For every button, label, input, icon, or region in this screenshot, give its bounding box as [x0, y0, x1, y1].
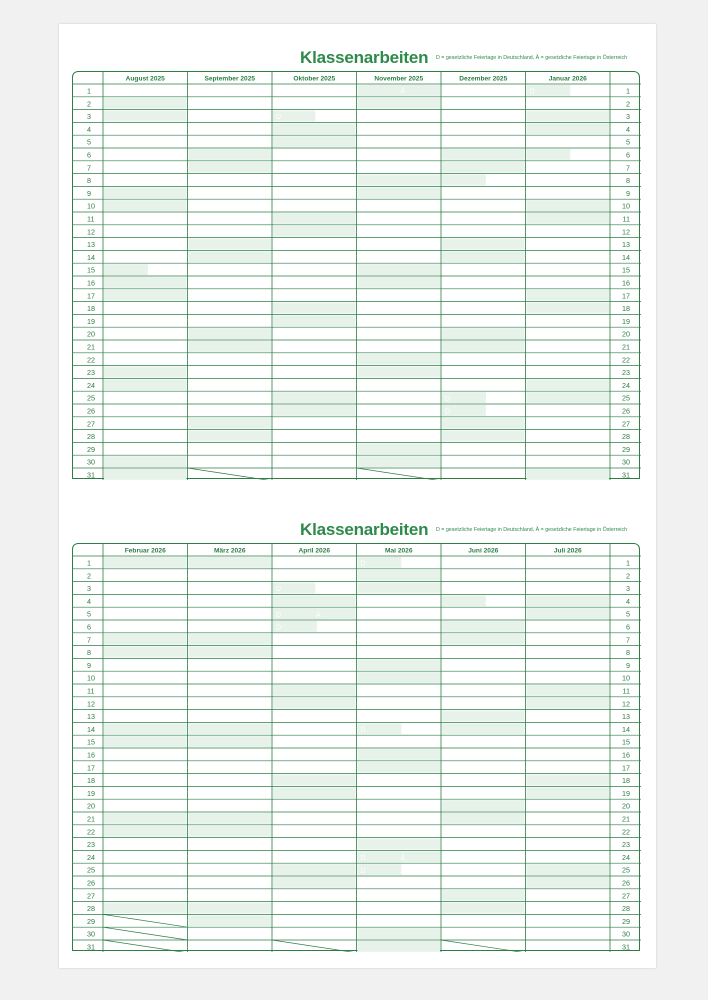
day-number-left: 16 [87, 278, 95, 288]
weekend-cell [358, 672, 441, 683]
day-number-right: 10 [622, 673, 630, 683]
calendar-grid [72, 543, 640, 951]
weekend-cell [442, 711, 525, 722]
month-header: April 2026 [298, 547, 331, 555]
day-number-left: 27 [87, 891, 95, 901]
calendar-section-1 [72, 46, 642, 480]
weekend-cell [527, 864, 610, 875]
weekend-cell [273, 595, 356, 606]
weekend-cell [527, 379, 610, 390]
section-title: Klassenarbeiten [300, 48, 429, 67]
day-number-left: 27 [87, 419, 95, 429]
day-number-left: 8 [87, 176, 91, 186]
day-number-left: 15 [87, 265, 95, 275]
day-number-right: 25 [622, 393, 630, 403]
weekend-cell [189, 723, 272, 734]
day-number-right: 15 [622, 265, 630, 275]
day-number-left: 11 [87, 214, 95, 224]
holiday-mark: D [445, 395, 451, 403]
day-number-right: 10 [622, 201, 630, 211]
day-number-left: 2 [87, 99, 91, 109]
holiday-mark: Ä [316, 611, 321, 619]
day-number-left: 12 [87, 699, 95, 709]
section-header [72, 518, 642, 543]
day-number-right: 22 [622, 827, 630, 837]
weekend-cell [442, 251, 525, 262]
day-number-right: 14 [622, 252, 630, 262]
weekend-cell [104, 723, 187, 734]
weekend-cell [527, 111, 610, 122]
day-number-left: 26 [87, 878, 95, 888]
weekend-cell [189, 813, 272, 824]
day-number-left: 14 [87, 252, 95, 262]
day-number-left: 14 [87, 724, 95, 734]
day-number-left: 9 [87, 660, 91, 670]
day-number-left: 18 [87, 776, 95, 786]
calendar-section-2 [72, 518, 642, 952]
day-number-right: 20 [622, 801, 630, 811]
day-number-right: 2 [626, 571, 630, 581]
invalid-day-strike [103, 927, 188, 940]
day-number-right: 30 [622, 929, 630, 939]
weekend-cell [527, 290, 610, 301]
calendar-grid [72, 71, 640, 479]
holiday-mark: Ä [569, 88, 575, 96]
day-number-right: 6 [626, 622, 630, 632]
holiday-mark: D [360, 867, 366, 875]
day-number-right: 26 [622, 406, 630, 416]
weekend-cell [189, 826, 272, 837]
weekend-cell [273, 136, 356, 147]
holiday-mark: Ä [485, 395, 490, 403]
weekend-cell [527, 213, 610, 224]
day-number-right: 23 [622, 840, 630, 850]
weekend-cell [527, 685, 610, 696]
weekend-cell [273, 213, 356, 224]
weekend-cell [358, 762, 441, 773]
month-header: Mai 2026 [385, 547, 413, 555]
weekend-cell [104, 736, 187, 747]
day-number-left: 3 [87, 584, 91, 594]
weekend-cell [273, 303, 356, 314]
day-number-right: 4 [626, 124, 630, 134]
day-number-left: 31 [87, 470, 95, 480]
holiday-mark: D [445, 408, 451, 416]
weekend-cell [189, 418, 272, 429]
holiday-mark: D [360, 855, 366, 862]
weekend-cell [527, 775, 610, 786]
day-number-right: 13 [622, 712, 630, 722]
section-header [72, 46, 642, 71]
weekend-cell [273, 685, 356, 696]
weekend-cell [442, 418, 525, 429]
weekend-cell [189, 149, 272, 160]
day-number-right: 17 [622, 763, 630, 773]
day-number-left: 20 [87, 801, 95, 811]
day-number-left: 1 [87, 86, 91, 96]
weekend-cell [189, 903, 272, 914]
month-header: Juni 2026 [468, 547, 499, 555]
month-header: September 2025 [204, 75, 256, 83]
day-number-right: 16 [622, 278, 630, 288]
month-header: Februar 2026 [124, 547, 166, 555]
day-number-left: 13 [87, 240, 95, 250]
weekend-cell [358, 354, 441, 365]
day-number-left: 19 [87, 316, 95, 326]
weekend-cell [273, 787, 356, 798]
day-number-left: 6 [87, 150, 91, 160]
weekend-cell [358, 277, 441, 288]
day-number-right: 27 [622, 891, 630, 901]
day-number-left: 3 [87, 112, 91, 122]
weekend-cell [358, 659, 441, 670]
day-number-right: 31 [622, 470, 630, 480]
holiday-mark: Ä [569, 152, 575, 160]
weekend-cell [442, 239, 525, 250]
holiday-legend: D = gesetzliche Feiertage in Deutschland, Ä = gesetzliche Feiertage in Österreich [436, 527, 628, 533]
weekend-cell [442, 341, 525, 352]
weekend-cell [358, 175, 441, 186]
day-number-left: 4 [87, 596, 91, 606]
weekend-cell [104, 826, 187, 837]
holiday-mark: D [276, 114, 282, 122]
holiday-mark: D [529, 88, 535, 96]
weekend-cell [358, 187, 441, 198]
holiday-mark: Ä [400, 560, 406, 568]
weekend-cell [273, 405, 356, 416]
month-header: August 2025 [125, 75, 165, 83]
holiday-mark: D [360, 727, 366, 734]
weekend-cell [273, 226, 356, 237]
day-number-right: 4 [626, 596, 630, 606]
day-number-right: 22 [622, 355, 630, 365]
weekend-cell [358, 443, 441, 454]
day-number-left: 12 [87, 227, 95, 237]
weekend-cell [442, 634, 525, 645]
weekend-cell [442, 800, 525, 811]
holiday-cell [358, 85, 402, 96]
day-number-left: 10 [87, 673, 95, 683]
holiday-legend: D = gesetzliche Feiertage in Deutschland, Ä = gesetzliche Feiertage in Österreich [436, 55, 628, 61]
month-header: Juli 2026 [553, 547, 582, 555]
weekend-cell [273, 315, 356, 326]
day-number-left: 7 [87, 163, 91, 173]
holiday-mark: Ä [147, 267, 152, 275]
holiday-cell [442, 175, 486, 186]
weekend-cell [358, 928, 441, 939]
day-number-left: 11 [87, 686, 95, 696]
weekend-cell [273, 123, 356, 134]
day-number-right: 24 [622, 852, 630, 862]
weekend-cell [358, 583, 441, 594]
day-number-left: 17 [87, 291, 95, 301]
weekend-cell [273, 864, 356, 875]
day-number-right: 2 [626, 99, 630, 109]
day-number-right: 20 [622, 329, 630, 339]
day-number-left: 25 [87, 865, 95, 875]
weekend-cell [442, 162, 525, 173]
weekend-cell [104, 456, 187, 467]
weekend-cell [273, 775, 356, 786]
invalid-day-strike [272, 940, 357, 952]
day-number-left: 8 [87, 648, 91, 658]
day-number-left: 16 [87, 750, 95, 760]
weekend-cell [189, 239, 272, 250]
weekend-cell [104, 187, 187, 198]
weekend-cell [442, 431, 525, 442]
day-number-left: 5 [87, 609, 91, 619]
weekend-cell [104, 379, 187, 390]
day-number-left: 28 [87, 432, 95, 442]
day-number-right: 21 [622, 814, 630, 824]
day-number-left: 30 [87, 929, 95, 939]
day-number-left: 29 [87, 916, 95, 926]
weekend-cell [273, 698, 356, 709]
day-number-right: 28 [622, 904, 630, 914]
day-number-right: 27 [622, 419, 630, 429]
day-number-left: 6 [87, 622, 91, 632]
day-number-right: 21 [622, 342, 630, 352]
month-header: November 2025 [374, 75, 424, 83]
day-number-left: 10 [87, 201, 95, 211]
day-number-left: 24 [87, 852, 95, 862]
day-number-right: 16 [622, 750, 630, 760]
weekend-cell [189, 634, 272, 645]
weekend-cell [527, 698, 610, 709]
day-number-left: 21 [87, 814, 95, 824]
month-header: Dezember 2025 [459, 75, 508, 83]
day-number-left: 25 [87, 393, 95, 403]
weekend-cell [104, 200, 187, 211]
day-number-right: 29 [622, 444, 630, 454]
day-number-left: 30 [87, 457, 95, 467]
day-number-left: 5 [87, 137, 91, 147]
weekend-cell [104, 367, 187, 378]
day-number-left: 19 [87, 788, 95, 798]
weekend-cell [104, 557, 187, 568]
day-number-left: 20 [87, 329, 95, 339]
day-number-left: 23 [87, 840, 95, 850]
month-header: März 2026 [213, 547, 246, 555]
day-number-right: 25 [622, 865, 630, 875]
day-number-right: 3 [626, 584, 630, 594]
day-number-right: 19 [622, 316, 630, 326]
day-number-right: 15 [622, 737, 630, 747]
weekend-cell [527, 392, 610, 403]
weekend-cell [527, 469, 610, 480]
day-number-right: 29 [622, 916, 630, 926]
holiday-mark: D [360, 560, 366, 568]
weekend-cell [527, 877, 610, 888]
day-number-left: 7 [87, 635, 91, 645]
holiday-cell [104, 264, 148, 275]
day-number-right: 12 [622, 699, 630, 709]
weekend-cell [527, 200, 610, 211]
day-number-right: 1 [626, 86, 630, 96]
month-header: Oktober 2025 [293, 75, 336, 83]
day-number-right: 17 [622, 291, 630, 301]
day-number-right: 6 [626, 150, 630, 160]
weekend-cell [358, 839, 441, 850]
invalid-day-strike [441, 940, 526, 952]
day-number-right: 18 [622, 304, 630, 314]
day-number-right: 9 [626, 188, 630, 198]
day-number-right: 11 [622, 214, 630, 224]
calendar-grid-svg [73, 544, 641, 952]
day-number-right: 14 [622, 724, 630, 734]
holiday-mark: D [276, 586, 282, 594]
weekend-cell [104, 111, 187, 122]
calendar-grid-svg [73, 72, 641, 480]
weekend-cell [189, 328, 272, 339]
weekend-cell [104, 647, 187, 658]
day-number-right: 5 [626, 137, 630, 147]
day-number-right: 23 [622, 368, 630, 378]
holiday-mark: Ä [400, 867, 406, 875]
weekend-cell [189, 251, 272, 262]
weekend-cell [527, 787, 610, 798]
weekend-cell [358, 749, 441, 760]
holiday-mark: Ä [400, 855, 406, 862]
day-number-right: 7 [626, 635, 630, 645]
weekend-cell [189, 915, 272, 926]
day-number-right: 19 [622, 788, 630, 798]
day-number-right: 8 [626, 648, 630, 658]
weekend-cell [189, 647, 272, 658]
weekend-cell [104, 98, 187, 109]
weekend-cell [442, 621, 525, 632]
weekend-cell [442, 903, 525, 914]
invalid-day-strike [357, 468, 442, 480]
weekend-cell [358, 456, 441, 467]
day-number-left: 22 [87, 355, 95, 365]
weekend-cell [442, 813, 525, 824]
weekend-cell [189, 162, 272, 173]
weekend-cell [358, 570, 441, 581]
day-number-right: 1 [626, 558, 630, 568]
day-number-right: 31 [622, 942, 630, 952]
day-number-left: 18 [87, 304, 95, 314]
day-number-left: 9 [87, 188, 91, 198]
day-number-left: 1 [87, 558, 91, 568]
day-number-left: 15 [87, 737, 95, 747]
holiday-cell [442, 595, 486, 606]
weekend-cell [358, 367, 441, 378]
day-number-right: 13 [622, 240, 630, 250]
holiday-cell [527, 149, 571, 160]
weekend-cell [358, 264, 441, 275]
invalid-day-strike [188, 468, 273, 480]
weekend-cell [527, 303, 610, 314]
holiday-mark: Ä [400, 88, 406, 96]
weekend-cell [104, 469, 187, 480]
holiday-mark: Ä [485, 408, 490, 416]
weekend-cell [442, 328, 525, 339]
holiday-mark: Ä [485, 178, 490, 186]
day-number-left: 2 [87, 571, 91, 581]
day-number-left: 22 [87, 827, 95, 837]
day-number-left: 24 [87, 380, 95, 390]
day-number-right: 3 [626, 112, 630, 122]
weekend-cell [104, 277, 187, 288]
invalid-day-strike [103, 914, 188, 927]
day-number-right: 11 [622, 686, 630, 696]
day-number-left: 28 [87, 904, 95, 914]
holiday-mark: Ä [400, 727, 406, 734]
day-number-right: 24 [622, 380, 630, 390]
weekend-cell [273, 392, 356, 403]
weekend-cell [104, 813, 187, 824]
day-number-right: 18 [622, 776, 630, 786]
weekend-cell [189, 431, 272, 442]
weekend-cell [358, 941, 441, 952]
day-number-left: 21 [87, 342, 95, 352]
day-number-right: 12 [622, 227, 630, 237]
weekend-cell [358, 98, 441, 109]
weekend-cell [527, 608, 610, 619]
day-number-left: 13 [87, 712, 95, 722]
day-number-right: 26 [622, 878, 630, 888]
day-number-left: 31 [87, 942, 95, 952]
day-number-left: 17 [87, 763, 95, 773]
day-number-left: 4 [87, 124, 91, 134]
section-title: Klassenarbeiten [300, 520, 429, 539]
month-header: Januar 2026 [548, 75, 587, 83]
day-number-right: 28 [622, 432, 630, 442]
holiday-mark: Ä [316, 624, 321, 632]
day-number-right: 30 [622, 457, 630, 467]
weekend-cell [104, 290, 187, 301]
invalid-day-strike [103, 940, 188, 952]
weekend-cell [189, 736, 272, 747]
day-number-right: 7 [626, 163, 630, 173]
weekend-cell [189, 557, 272, 568]
weekend-cell [442, 149, 525, 160]
weekend-cell [442, 723, 525, 734]
day-number-left: 29 [87, 444, 95, 454]
weekend-cell [189, 341, 272, 352]
day-number-left: 23 [87, 368, 95, 378]
holiday-mark: Ä [485, 599, 490, 606]
day-number-left: 26 [87, 406, 95, 416]
weekend-cell [104, 634, 187, 645]
day-number-right: 9 [626, 660, 630, 670]
weekend-cell [104, 903, 187, 914]
weekend-cell [527, 595, 610, 606]
holiday-mark: D [276, 611, 282, 619]
day-number-right: 5 [626, 609, 630, 619]
weekend-cell [527, 123, 610, 134]
weekend-cell [273, 877, 356, 888]
holiday-mark: D [276, 624, 282, 632]
day-number-right: 8 [626, 176, 630, 186]
weekend-cell [442, 890, 525, 901]
